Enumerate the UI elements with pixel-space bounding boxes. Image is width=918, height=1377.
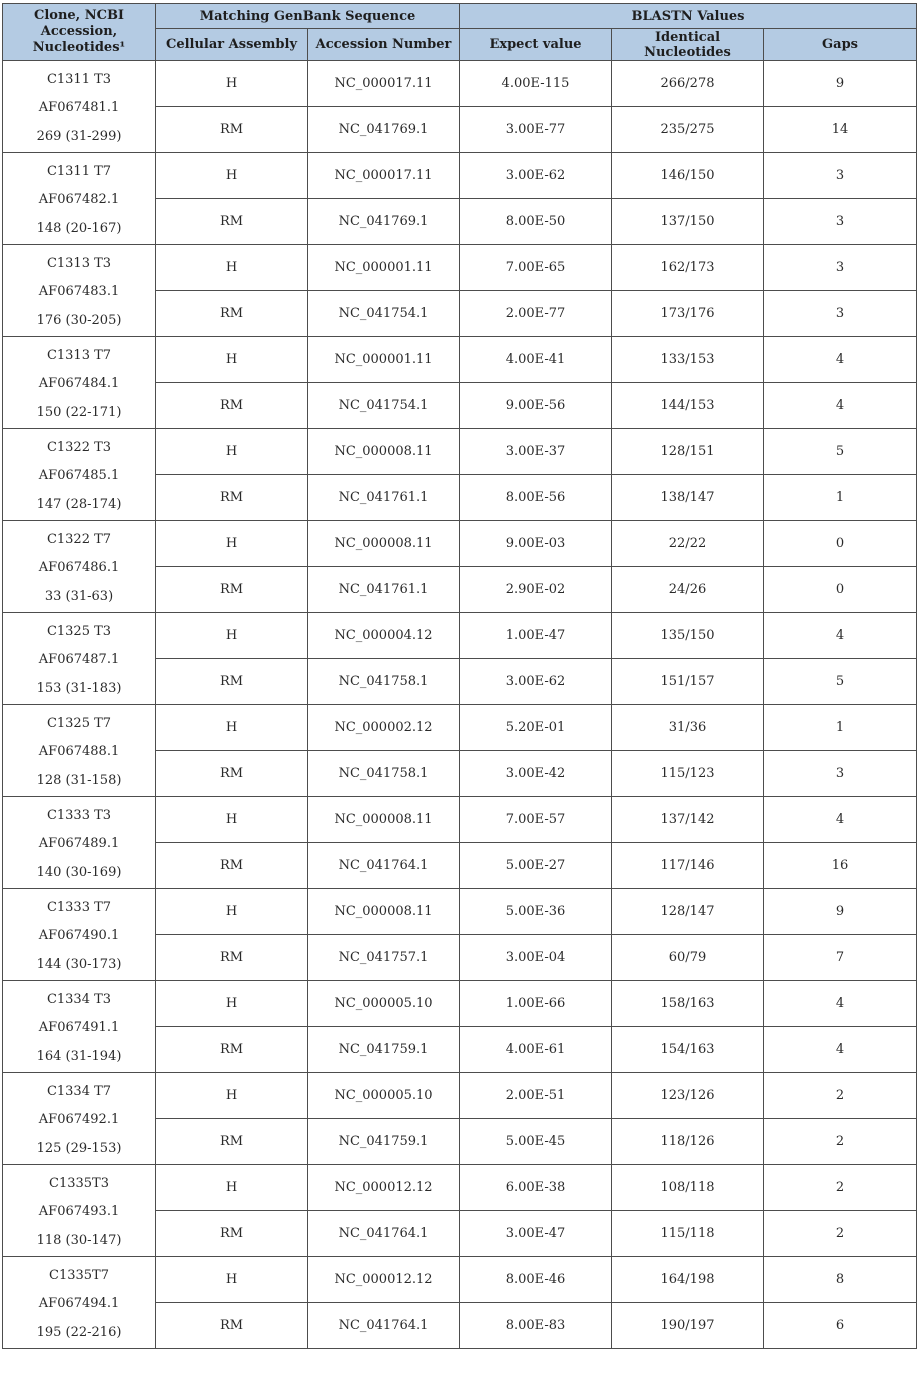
clone-nucleotides: 269 (31-299): [36, 128, 122, 144]
clone-name: C1334 T3: [46, 991, 112, 1007]
gaps-cell: 9: [764, 61, 917, 107]
header-identical-nucleotides: Identical Nucleotides: [612, 29, 764, 61]
expect-value-cell: 2.90E-02: [460, 567, 612, 613]
accession-number-cell: NC_000012.12: [308, 1165, 460, 1211]
cellular-assembly-cell: H: [156, 1165, 308, 1211]
identical-nucleotides-cell: 137/150: [612, 199, 764, 245]
table-row: [3, 705, 917, 751]
clone-name: C1334 T7: [46, 1083, 112, 1099]
identical-nucleotides-cell: 128/147: [612, 889, 764, 935]
gaps-cell: 2: [764, 1211, 917, 1257]
clone-info: [3, 1171, 155, 1251]
cellular-assembly-cell: H: [156, 245, 308, 291]
gaps-cell: 3: [764, 245, 917, 291]
clone-info: [3, 527, 155, 607]
clone-name: C1335T3: [49, 1175, 109, 1191]
clone-nucleotides: 147 (28-174): [36, 496, 122, 512]
clone-accession: AF067483.1: [38, 284, 120, 299]
header-clone-label: Clone, NCBI Accession, Nucleotides¹: [32, 8, 126, 55]
gaps-cell: 5: [764, 429, 917, 475]
gaps-cell: 16: [764, 843, 917, 889]
identical-nucleotides-cell: 31/36: [612, 705, 764, 751]
identical-nucleotides-cell: 128/151: [612, 429, 764, 475]
identical-nucleotides-cell: 115/123: [612, 751, 764, 797]
expect-value-cell: 2.00E-51: [460, 1073, 612, 1119]
expect-value-cell: 3.00E-04: [460, 935, 612, 981]
identical-nucleotides-cell: 190/197: [612, 1303, 764, 1349]
gaps-cell: 6: [764, 1303, 917, 1349]
identical-nucleotides-cell: 164/198: [612, 1257, 764, 1303]
cellular-assembly-cell: RM: [156, 1303, 308, 1349]
identical-nucleotides-cell: 144/153: [612, 383, 764, 429]
clone-nucleotides: 118 (30-147): [36, 1232, 122, 1248]
gaps-cell: 1: [764, 475, 917, 521]
table-row: [3, 981, 917, 1027]
clone-nucleotides: 148 (20-167): [36, 220, 122, 236]
gaps-cell: 2: [764, 1073, 917, 1119]
expect-value-cell: 8.00E-50: [460, 199, 612, 245]
cellular-assembly-cell: RM: [156, 751, 308, 797]
identical-nucleotides-cell: 117/146: [612, 843, 764, 889]
identical-nucleotides-cell: 162/173: [612, 245, 764, 291]
accession-number-cell: NC_000008.11: [308, 889, 460, 935]
clone-cell: [3, 245, 156, 337]
clone-nucleotides: 176 (30-205): [36, 312, 122, 328]
cellular-assembly-cell: H: [156, 337, 308, 383]
accession-number-cell: NC_000008.11: [308, 521, 460, 567]
gaps-cell: 1: [764, 705, 917, 751]
clone-nucleotides: 153 (31-183): [36, 680, 122, 696]
identical-nucleotides-cell: 123/126: [612, 1073, 764, 1119]
gaps-cell: 4: [764, 1027, 917, 1073]
clone-info: [3, 803, 155, 883]
gaps-cell: 14: [764, 107, 917, 153]
header-clone: [3, 4, 156, 61]
cellular-assembly-cell: RM: [156, 567, 308, 613]
clone-info: [3, 159, 155, 239]
clone-accession: AF067489.1: [38, 836, 120, 851]
clone-name: C1333 T3: [46, 807, 112, 823]
expect-value-cell: 3.00E-42: [460, 751, 612, 797]
clone-accession: AF067482.1: [38, 192, 120, 207]
table-row: [3, 1165, 917, 1211]
expect-value-cell: 6.00E-38: [460, 1165, 612, 1211]
clone-accession: AF067487.1: [38, 652, 120, 667]
expect-value-cell: 3.00E-62: [460, 153, 612, 199]
expect-value-cell: 4.00E-41: [460, 337, 612, 383]
gaps-cell: 2: [764, 1119, 917, 1165]
expect-value-cell: 9.00E-56: [460, 383, 612, 429]
clone-nucleotides: 125 (29-153): [36, 1140, 122, 1156]
accession-number-cell: NC_000005.10: [308, 1073, 460, 1119]
clone-accession: AF067491.1: [38, 1020, 120, 1035]
table-row: [3, 521, 917, 567]
cellular-assembly-cell: RM: [156, 659, 308, 705]
clone-info: [3, 435, 155, 515]
clone-info: [3, 251, 155, 331]
header-accession-number: Accession Number: [308, 29, 460, 61]
clone-accession: AF067494.1: [38, 1296, 120, 1311]
identical-nucleotides-cell: 133/153: [612, 337, 764, 383]
clone-info: [3, 619, 155, 699]
accession-number-cell: NC_000017.11: [308, 61, 460, 107]
expect-value-cell: 3.00E-37: [460, 429, 612, 475]
table-body: [3, 61, 917, 1349]
clone-name: C1335T7: [49, 1267, 109, 1283]
header-expect-value: Expect value: [460, 29, 612, 61]
identical-nucleotides-cell: 266/278: [612, 61, 764, 107]
expect-value-cell: 8.00E-56: [460, 475, 612, 521]
accession-number-cell: NC_000001.11: [308, 245, 460, 291]
cellular-assembly-cell: H: [156, 613, 308, 659]
clone-name: C1322 T7: [46, 531, 112, 547]
clone-nucleotides: 33 (31-63): [44, 588, 114, 604]
accession-number-cell: NC_000008.11: [308, 797, 460, 843]
table-row: [3, 61, 917, 107]
gaps-cell: 0: [764, 567, 917, 613]
expect-value-cell: 5.20E-01: [460, 705, 612, 751]
clone-name: C1325 T3: [46, 623, 112, 639]
identical-nucleotides-cell: 146/150: [612, 153, 764, 199]
gaps-cell: 7: [764, 935, 917, 981]
expect-value-cell: 2.00E-77: [460, 291, 612, 337]
header-group-blastn: BLASTN Values: [460, 4, 917, 29]
table-row: [3, 245, 917, 291]
accession-number-cell: NC_041754.1: [308, 291, 460, 337]
clone-cell: [3, 1257, 156, 1349]
clone-name: C1313 T3: [46, 255, 112, 271]
clone-nucleotides: 128 (31-158): [36, 772, 122, 788]
cellular-assembly-cell: H: [156, 705, 308, 751]
accession-number-cell: NC_041759.1: [308, 1027, 460, 1073]
clone-cell: [3, 521, 156, 613]
identical-nucleotides-cell: 118/126: [612, 1119, 764, 1165]
cellular-assembly-cell: RM: [156, 199, 308, 245]
clone-cell: [3, 1073, 156, 1165]
table-row: [3, 337, 917, 383]
expect-value-cell: 5.00E-45: [460, 1119, 612, 1165]
table-row: [3, 1073, 917, 1119]
table-row: [3, 153, 917, 199]
accession-number-cell: NC_041761.1: [308, 475, 460, 521]
accession-number-cell: NC_041764.1: [308, 1211, 460, 1257]
expect-value-cell: 5.00E-36: [460, 889, 612, 935]
accession-number-cell: NC_041761.1: [308, 567, 460, 613]
clone-cell: [3, 153, 156, 245]
identical-nucleotides-cell: 154/163: [612, 1027, 764, 1073]
cellular-assembly-cell: H: [156, 521, 308, 567]
table-header: [3, 4, 917, 61]
clone-nucleotides: 164 (31-194): [36, 1048, 122, 1064]
accession-number-cell: NC_041759.1: [308, 1119, 460, 1165]
cellular-assembly-cell: RM: [156, 843, 308, 889]
clone-accession: AF067484.1: [38, 376, 120, 391]
cellular-assembly-cell: H: [156, 1073, 308, 1119]
identical-nucleotides-cell: 173/176: [612, 291, 764, 337]
accession-number-cell: NC_041758.1: [308, 659, 460, 705]
clone-name: C1311 T7: [46, 163, 112, 179]
expect-value-cell: 1.00E-66: [460, 981, 612, 1027]
expect-value-cell: 5.00E-27: [460, 843, 612, 889]
clone-accession: AF067481.1: [38, 100, 120, 115]
accession-number-cell: NC_041769.1: [308, 199, 460, 245]
clone-name: C1311 T3: [46, 71, 112, 87]
header-gaps: Gaps: [764, 29, 917, 61]
expect-value-cell: 4.00E-61: [460, 1027, 612, 1073]
accession-number-cell: NC_000004.12: [308, 613, 460, 659]
identical-nucleotides-cell: 151/157: [612, 659, 764, 705]
clone-cell: [3, 429, 156, 521]
gaps-cell: 9: [764, 889, 917, 935]
cellular-assembly-cell: RM: [156, 291, 308, 337]
header-cellular-assembly: Cellular Assembly: [156, 29, 308, 61]
accession-number-cell: NC_041757.1: [308, 935, 460, 981]
clone-cell: [3, 981, 156, 1073]
gaps-cell: 0: [764, 521, 917, 567]
clone-info: [3, 67, 155, 147]
accession-number-cell: NC_000012.12: [308, 1257, 460, 1303]
identical-nucleotides-cell: 24/26: [612, 567, 764, 613]
cellular-assembly-cell: RM: [156, 1027, 308, 1073]
expect-value-cell: 7.00E-65: [460, 245, 612, 291]
cellular-assembly-cell: RM: [156, 475, 308, 521]
accession-number-cell: NC_041758.1: [308, 751, 460, 797]
clone-cell: [3, 705, 156, 797]
accession-number-cell: NC_041769.1: [308, 107, 460, 153]
expect-value-cell: 7.00E-57: [460, 797, 612, 843]
identical-nucleotides-cell: 235/275: [612, 107, 764, 153]
cellular-assembly-cell: RM: [156, 1119, 308, 1165]
clone-cell: [3, 337, 156, 429]
accession-number-cell: NC_000008.11: [308, 429, 460, 475]
identical-nucleotides-cell: 137/142: [612, 797, 764, 843]
cellular-assembly-cell: H: [156, 981, 308, 1027]
gaps-cell: 4: [764, 613, 917, 659]
clone-cell: [3, 889, 156, 981]
accession-number-cell: NC_041764.1: [308, 843, 460, 889]
clone-cell: [3, 61, 156, 153]
identical-nucleotides-cell: 115/118: [612, 1211, 764, 1257]
clone-accession: AF067492.1: [38, 1112, 120, 1127]
gaps-cell: 5: [764, 659, 917, 705]
expect-value-cell: 3.00E-47: [460, 1211, 612, 1257]
cellular-assembly-cell: H: [156, 1257, 308, 1303]
cellular-assembly-cell: H: [156, 889, 308, 935]
accession-number-cell: NC_000001.11: [308, 337, 460, 383]
clone-accession: AF067488.1: [38, 744, 120, 759]
clone-accession: AF067485.1: [38, 468, 120, 483]
cellular-assembly-cell: RM: [156, 107, 308, 153]
gaps-cell: 2: [764, 1165, 917, 1211]
cellular-assembly-cell: H: [156, 61, 308, 107]
gaps-cell: 4: [764, 797, 917, 843]
clone-info: [3, 343, 155, 423]
clone-name: C1313 T7: [46, 347, 112, 363]
gaps-cell: 4: [764, 337, 917, 383]
gaps-cell: 4: [764, 383, 917, 429]
clone-accession: AF067486.1: [38, 560, 120, 575]
identical-nucleotides-cell: 135/150: [612, 613, 764, 659]
identical-nucleotides-cell: 138/147: [612, 475, 764, 521]
identical-nucleotides-cell: 158/163: [612, 981, 764, 1027]
expect-value-cell: 3.00E-62: [460, 659, 612, 705]
table-row: [3, 1257, 917, 1303]
accession-number-cell: NC_000005.10: [308, 981, 460, 1027]
gaps-cell: 3: [764, 291, 917, 337]
identical-nucleotides-cell: 60/79: [612, 935, 764, 981]
clone-cell: [3, 797, 156, 889]
accession-number-cell: NC_041764.1: [308, 1303, 460, 1349]
identical-nucleotides-cell: 22/22: [612, 521, 764, 567]
cellular-assembly-cell: H: [156, 429, 308, 475]
table-row: [3, 889, 917, 935]
gaps-cell: 3: [764, 751, 917, 797]
blastn-results-table: [2, 3, 917, 1349]
expect-value-cell: 1.00E-47: [460, 613, 612, 659]
clone-nucleotides: 140 (30-169): [36, 864, 122, 880]
table-row: [3, 429, 917, 475]
gaps-cell: 4: [764, 981, 917, 1027]
clone-name: C1333 T7: [46, 899, 112, 915]
clone-info: [3, 895, 155, 975]
expect-value-cell: 4.00E-115: [460, 61, 612, 107]
clone-nucleotides: 195 (22-216): [36, 1324, 122, 1340]
gaps-cell: 8: [764, 1257, 917, 1303]
table-row: [3, 797, 917, 843]
clone-nucleotides: 150 (22-171): [36, 404, 122, 420]
clone-accession: AF067490.1: [38, 928, 120, 943]
clone-cell: [3, 613, 156, 705]
clone-name: C1322 T3: [46, 439, 112, 455]
cellular-assembly-cell: H: [156, 153, 308, 199]
cellular-assembly-cell: H: [156, 797, 308, 843]
cellular-assembly-cell: RM: [156, 383, 308, 429]
expect-value-cell: 8.00E-46: [460, 1257, 612, 1303]
gaps-cell: 3: [764, 199, 917, 245]
identical-nucleotides-cell: 108/118: [612, 1165, 764, 1211]
expect-value-cell: 9.00E-03: [460, 521, 612, 567]
clone-info: [3, 987, 155, 1067]
clone-nucleotides: 144 (30-173): [36, 956, 122, 972]
table-row: [3, 613, 917, 659]
expect-value-cell: 8.00E-83: [460, 1303, 612, 1349]
accession-number-cell: NC_041754.1: [308, 383, 460, 429]
clone-accession: AF067493.1: [38, 1204, 120, 1219]
gaps-cell: 3: [764, 153, 917, 199]
clone-info: [3, 1263, 155, 1343]
clone-name: C1325 T7: [46, 715, 112, 731]
header-group-genbank: Matching GenBank Sequence: [156, 4, 460, 29]
clone-cell: [3, 1165, 156, 1257]
cellular-assembly-cell: RM: [156, 1211, 308, 1257]
accession-number-cell: NC_000017.11: [308, 153, 460, 199]
expect-value-cell: 3.00E-77: [460, 107, 612, 153]
cellular-assembly-cell: RM: [156, 935, 308, 981]
accession-number-cell: NC_000002.12: [308, 705, 460, 751]
clone-info: [3, 1079, 155, 1159]
clone-info: [3, 711, 155, 791]
